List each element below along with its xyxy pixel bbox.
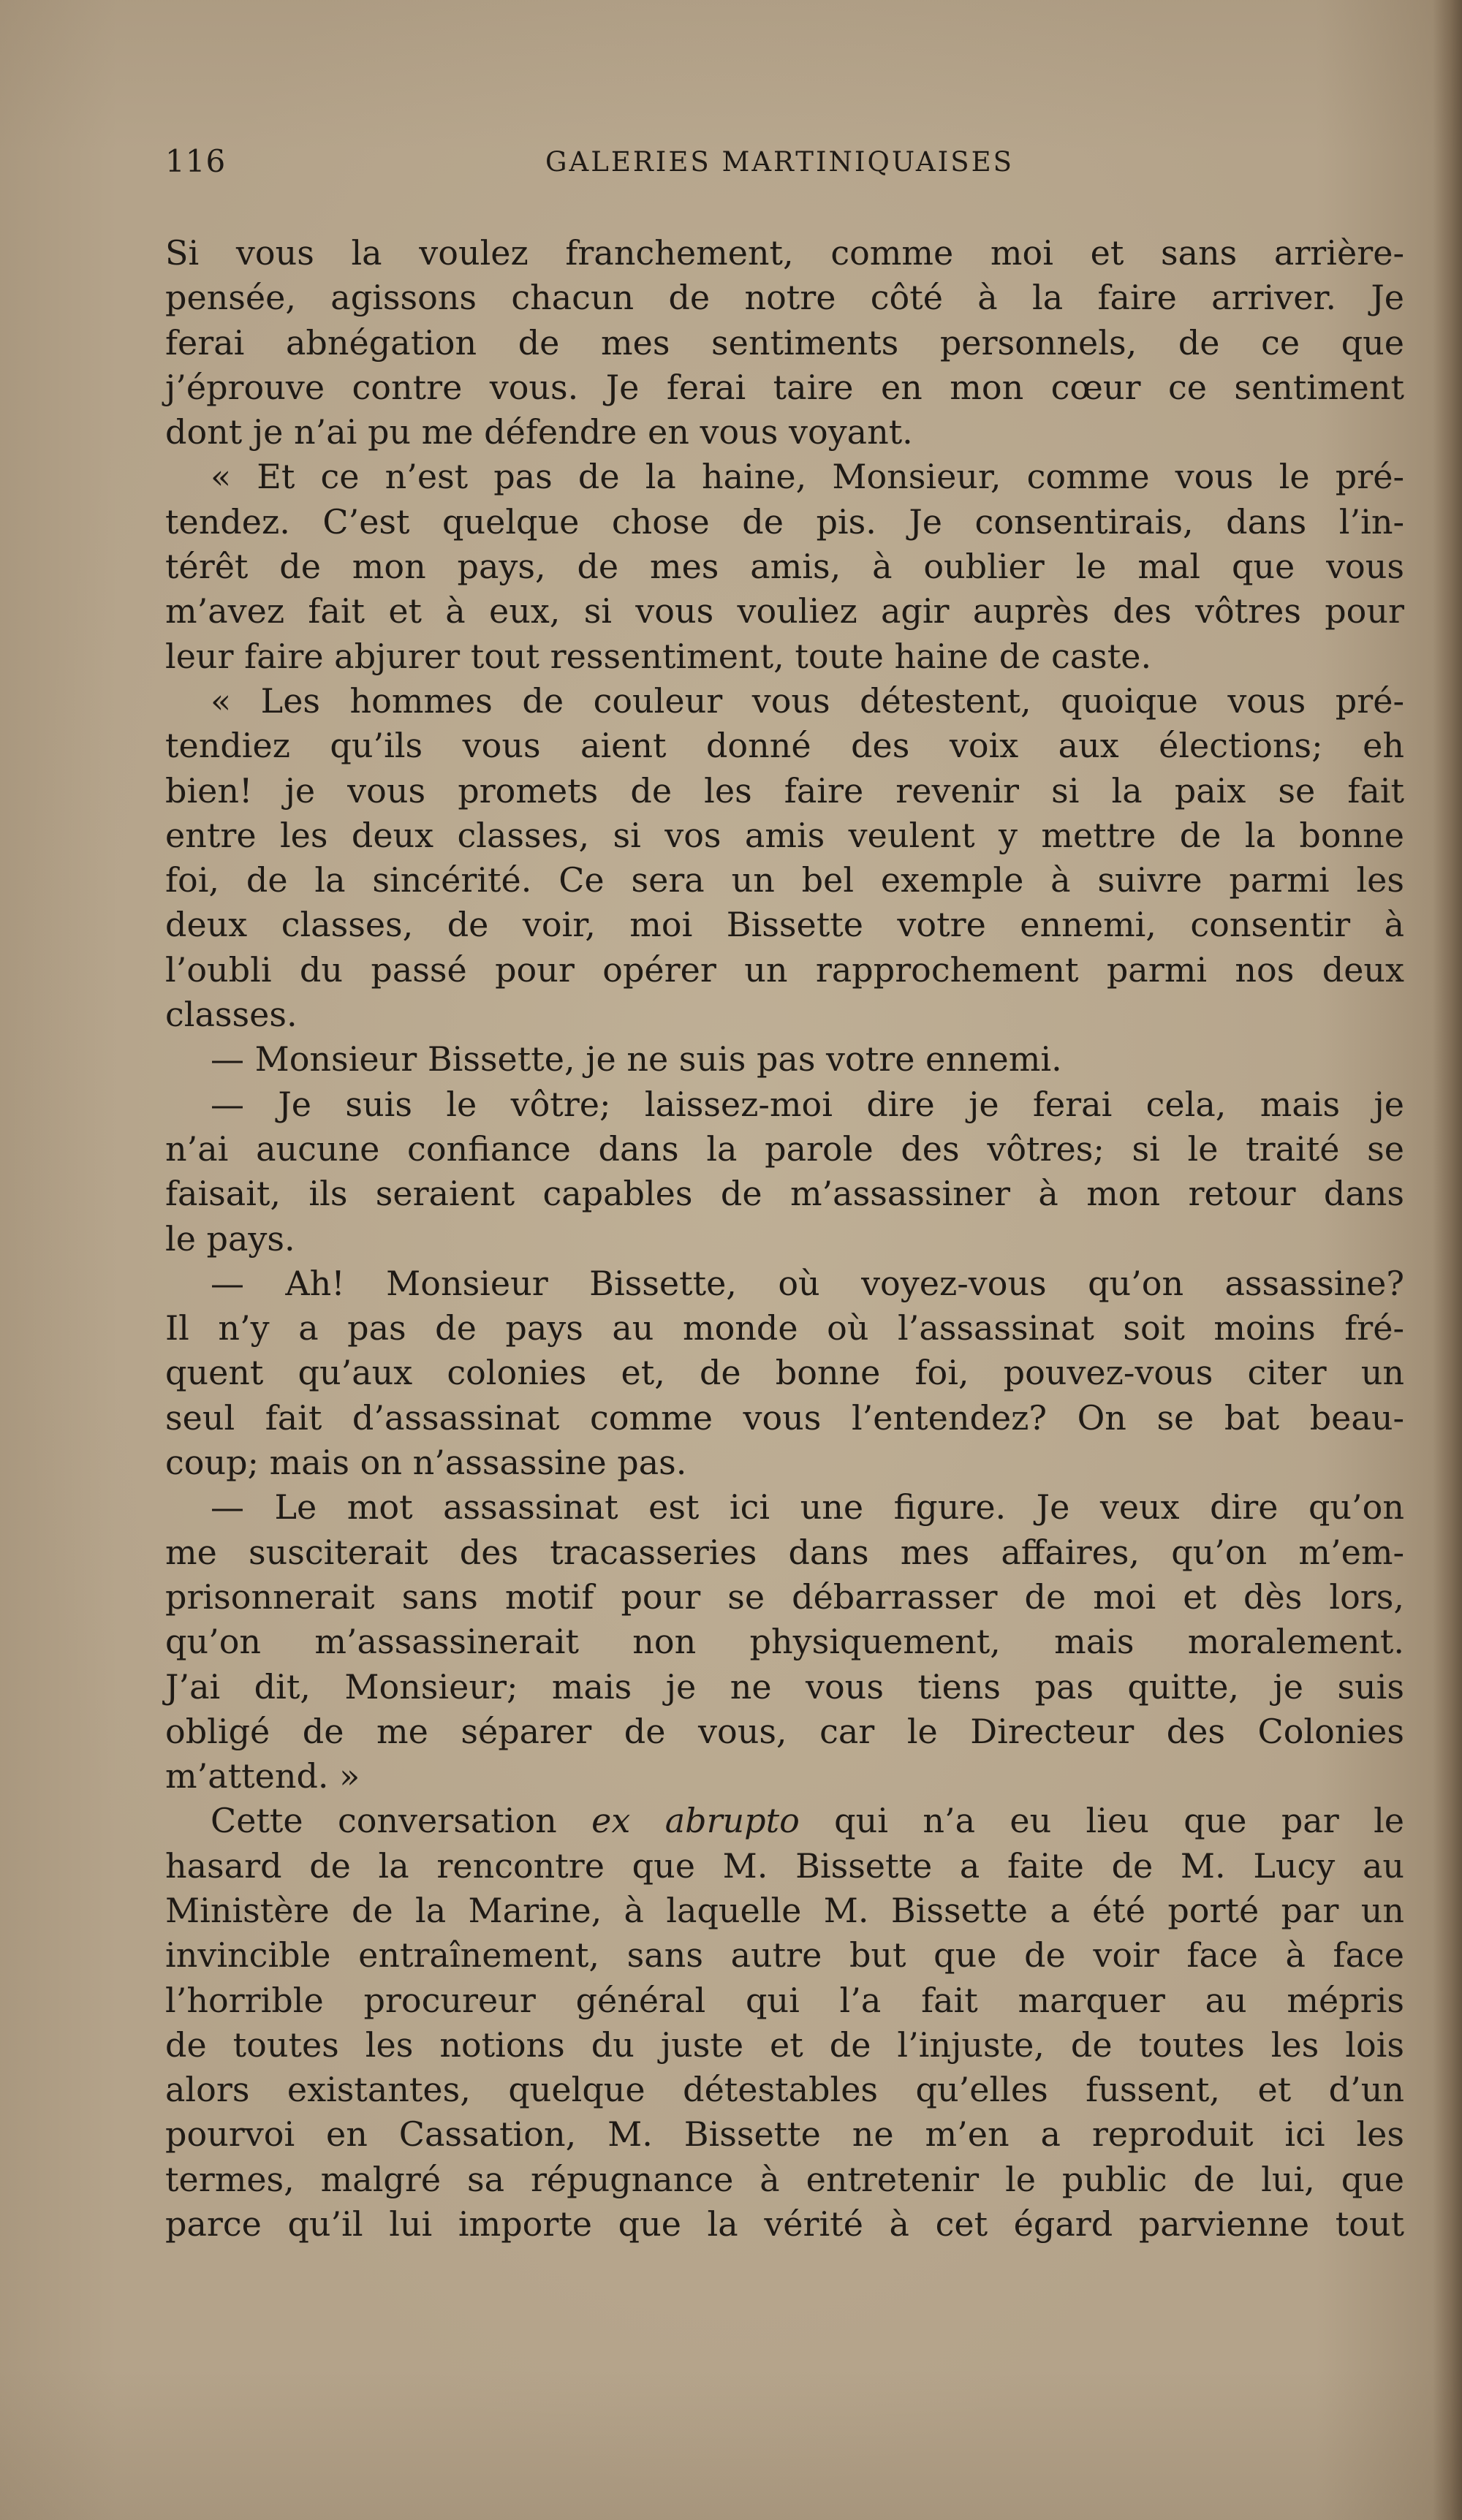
text-line: « Les hommes de couleur vous détestent, quoique vous pré- xyxy=(211,680,1404,721)
text-line: Si vous la voulez franchement, comme moi et sans arrière- xyxy=(165,233,1404,273)
text-line: quent qu’aux colonies et, de bonne foi, pouvez-vous citer un xyxy=(165,1353,1404,1393)
text-line: Ministère de la Marine, à laquelle M. Bissette a été porté par un xyxy=(165,1890,1404,1930)
page-number: 116 xyxy=(165,143,227,179)
text-line: — Le mot assassinat est ici une figure. Je veux dire qu’on xyxy=(211,1487,1404,1527)
text-line: classes. xyxy=(165,995,298,1035)
text-line: m’avez fait et à eux, si vous vouliez agir auprès des vôtres pour xyxy=(165,591,1404,631)
text-line: le pays. xyxy=(165,1218,295,1259)
text-line: n’ai aucune confiance dans la parole des vôtres; si le traité se xyxy=(165,1128,1404,1169)
text-line: deux classes, de voir, moi Bissette votre ennemi, consentir à xyxy=(165,905,1404,945)
text-line: pourvoi en Cassation, M. Bissette ne m’en a reproduit ici les xyxy=(165,2114,1404,2155)
text-line: tendez. C’est quelque chose de pis. Je consentirais, dans l’in- xyxy=(165,501,1404,542)
text-run: Cette conversation xyxy=(211,1801,592,1841)
text-run: qui n’a eu lieu que par le xyxy=(799,1801,1404,1841)
text-line: leur faire abjurer tout ressentiment, toute haine de caste. xyxy=(165,636,1152,676)
text-line: obligé de me séparer de vous, car le Directeur des Colonies xyxy=(165,1711,1404,1751)
text-line: foi, de la sincérité. Ce sera un bel exemple à suivre parmi les xyxy=(165,860,1404,900)
text-line: coup; mais on n’assassine pas. xyxy=(165,1443,687,1483)
text-line: prisonnerait sans motif pour se débarrasser de moi et dès lors, xyxy=(165,1576,1404,1617)
text-line: J’ai dit, Monsieur; mais je ne vous tiens pas quitte, je suis xyxy=(165,1666,1404,1707)
text-line: j’éprouve contre vous. Je ferai taire en mon cœur ce sentiment xyxy=(165,367,1404,407)
text-line: de toutes les notions du juste et de l’injuste, de toutes les lois xyxy=(165,2024,1404,2065)
italic-phrase: ex abrupto xyxy=(591,1801,800,1841)
text-line: « Et ce n’est pas de la haine, Monsieur, comme vous le pré- xyxy=(211,457,1404,497)
text-line: alors existantes, quelque détestables qu’elles fussent, et d’un xyxy=(165,2070,1404,2110)
running-header xyxy=(165,143,1415,187)
text-line: — Monsieur Bissette, je ne suis pas votre ennemi. xyxy=(211,1039,1062,1079)
text-line xyxy=(165,1799,1404,1843)
page-edge-shadow xyxy=(1433,0,1462,2520)
text-line: dont je n’ai pu me défendre en vous voyant. xyxy=(165,412,913,452)
text-line: me susciterait des tracasseries dans mes affaires, qu’on m’em- xyxy=(165,1532,1404,1572)
text-line: térêt de mon pays, de mes amis, à oublier le mal que vous xyxy=(165,547,1404,587)
text-line: faisait, ils seraient capables de m’assassiner à mon retour dans xyxy=(165,1174,1404,1214)
text-line: parce qu’il lui importe que la vérité à cet égard parvienne tout xyxy=(165,2204,1404,2244)
text-line: entre les deux classes, si vos amis veulent y mettre de la bonne xyxy=(165,815,1404,855)
text-line: tendiez qu’ils vous aient donné des voix aux élections; eh xyxy=(165,726,1404,766)
text-line: — Ah! Monsieur Bissette, où voyez-vous qu’on assassine? xyxy=(211,1263,1404,1303)
running-title: GALERIES MARTINIQUAISES xyxy=(545,146,1014,178)
text-line: l’oubli du passé pour opérer un rapprochement parmi nos deux xyxy=(165,949,1404,990)
text-line: pensée, agissons chacun de notre côté à la faire arriver. Je xyxy=(165,278,1404,318)
text-line: m’attend. » xyxy=(165,1756,360,1796)
text-line: ferai abnégation de mes sentiments personnels, de ce que xyxy=(165,322,1404,363)
text-line: hasard de la rencontre que M. Bissette a faite de M. Lucy au xyxy=(165,1845,1404,1886)
text-line: invincible entraînement, sans autre but que de voir face à face xyxy=(165,1935,1404,1976)
text-line: seul fait d’assassinat comme vous l’entendez? On se bat beau- xyxy=(165,1397,1404,1438)
text-line: — Je suis le vôtre; laissez-moi dire je ferai cela, mais je xyxy=(211,1084,1404,1124)
text-line: Il n’y a pas de pays au monde où l’assassinat soit moins fré- xyxy=(165,1308,1404,1348)
text-line: termes, malgré sa répugnance à entretenir le public de lui, que xyxy=(165,2159,1404,2199)
body-text xyxy=(165,231,1404,2247)
text-line: bien! je vous promets de les faire revenir si la paix se fait xyxy=(165,770,1404,811)
text-line: l’horrible procureur général qui l’a fait marquer au mépris xyxy=(165,1980,1404,2020)
text-line: qu’on m’assassinerait non physiquement, mais moralement. xyxy=(165,1622,1404,1662)
